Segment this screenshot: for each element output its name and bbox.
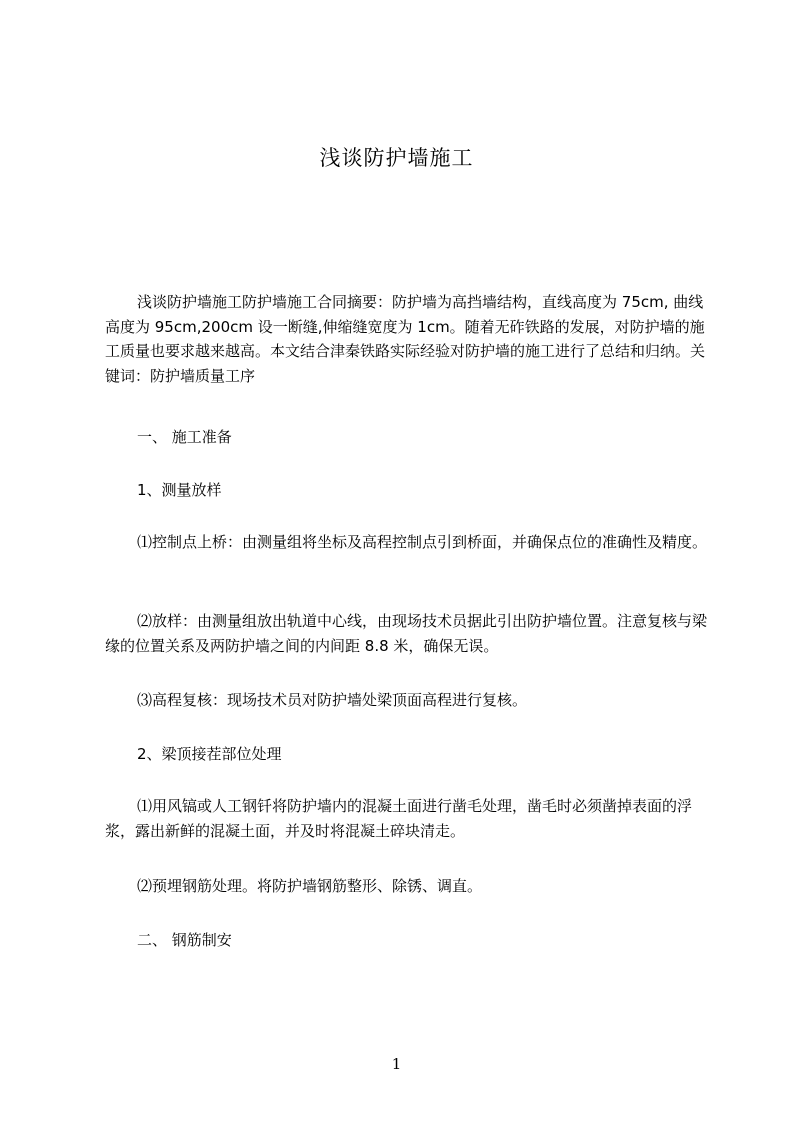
subsection-heading-2: 2、梁顶接茬部位处理: [137, 745, 282, 763]
abstract-paragraph: 浅谈防护墙施工防护墙施工合同摘要：防护墙为高挡墙结构，直线高度为 75cm, 曲线高度为 95cm,200cm 设一断缝,伸缩缝宽度为 1cm。随着无砟铁路的发展，对防护墙的施工质量也要求越来越高。本文结合津秦铁路实际经验对防护墙的施工进行了总结和归纳。关键词：防护墙质量工序: [105, 293, 706, 385]
paragraph-control-points: ⑴控制点上桥：由测量组将坐标及高程控制点引到桥面，并确保点位的准确性及精度。: [137, 533, 708, 551]
paragraph-elevation-check: ⑶高程复核：现场技术员对防护墙处梁顶面高程进行复核。: [137, 691, 528, 709]
paragraph-chiseling: ⑴用风镐或人工钢钎将防护墙内的混凝土面进行凿毛处理，凿毛时必须凿掉表面的浮浆，露出新鲜的混凝土面，并及时将混凝土碎块清走。: [105, 797, 693, 840]
section-heading-1: 一、 施工准备: [137, 428, 232, 446]
page-title: 浅谈防护墙施工: [319, 146, 474, 170]
page-number: 1: [391, 1055, 402, 1073]
subsection-heading-1: 1、测量放样: [137, 481, 222, 499]
paragraph-embedded-rebar: ⑵预埋钢筋处理。将防护墙钢筋整形、除锈、调直。: [137, 877, 483, 895]
paragraph-layout: ⑵放样：由测量组放出轨道中心线，由现场技术员据此引出防护墙位置。注意复核与梁缘的位置关系及两防护墙之间的内间距 8.8 米，确保无误。: [105, 612, 708, 655]
section-heading-2: 二、 钢筋制安: [137, 931, 232, 949]
